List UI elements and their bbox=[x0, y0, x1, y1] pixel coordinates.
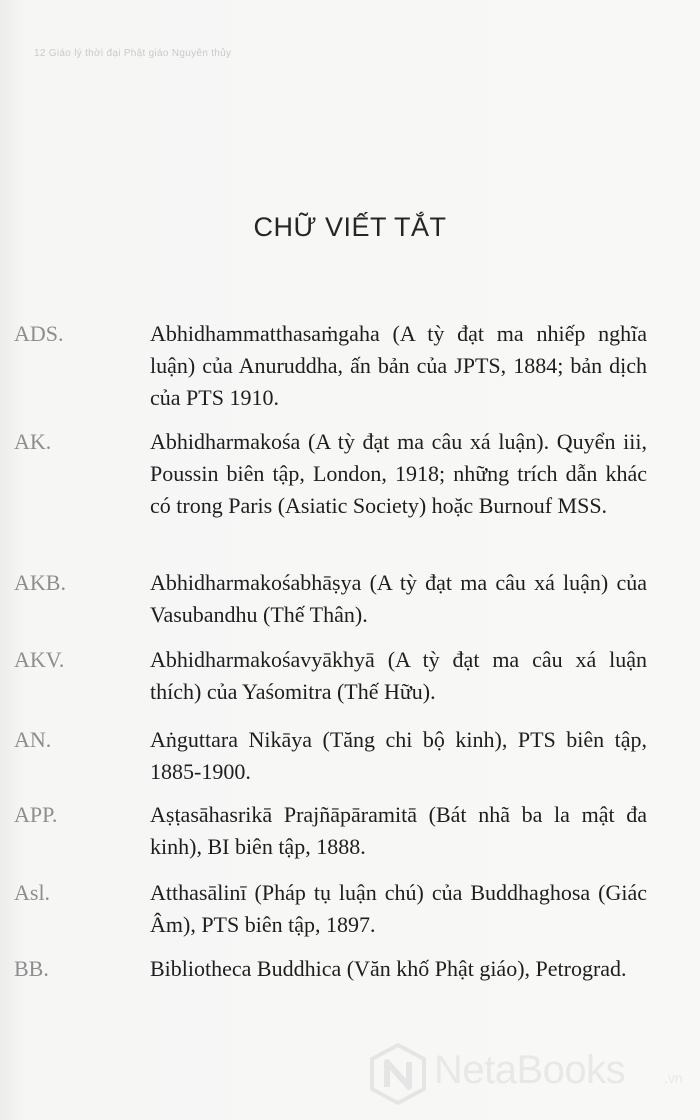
watermark bbox=[368, 1042, 694, 1108]
abbreviation-definition: Atthasālinī (Pháp tụ luận chú) của Buddhaghosa (Giác Âm), PTS biên tập, 1897. bbox=[150, 880, 647, 937]
abbreviation-term: AK. bbox=[14, 429, 52, 454]
netabooks-logo-icon bbox=[368, 1042, 428, 1106]
abbreviation-term: AKB. bbox=[14, 570, 66, 595]
abbreviation-term: AN. bbox=[14, 727, 52, 752]
abbreviation-definition: Bibliotheca Buddhica (Văn khố Phật giáo), Petrograd. bbox=[150, 956, 627, 981]
abbreviation-term: ADS. bbox=[14, 321, 64, 346]
watermark-suffix: .vn bbox=[664, 1070, 683, 1086]
abbreviation-definition: Abhidhammatthasaṁgaha (A tỳ đạt ma nhiếp nghĩa luận) của Anuruddha, ấn bản của JPTS, 1884; bản dịch của PTS 1910. bbox=[150, 321, 647, 410]
abbreviation-term: AKV. bbox=[14, 647, 65, 672]
abbreviation-definition: Abhidharmakośabhāṣya (A tỳ đạt ma câu xá luận) của Vasubandhu (Thế Thân). bbox=[150, 570, 647, 627]
abbreviation-term: Asl. bbox=[14, 880, 51, 905]
abbreviation-definition: Abhidharmakośavyākhyā (A tỳ đạt ma câu xá luận thích) của Yaśomitra (Thế Hữu). bbox=[150, 647, 647, 704]
abbreviation-definition: Aṅguttara Nikāya (Tăng chi bộ kinh), PTS biên tập, 1885-1900. bbox=[150, 727, 647, 784]
abbreviation-definition: Abhidharmakośa (A tỳ đạt ma câu xá luận). Quyển iii, Poussin biên tập, London, 1918; những trích dẫn khác có trong Paris (Asiatic Society) hoặc Burnouf MSS. bbox=[150, 429, 647, 518]
watermark-brand: NetaBooks bbox=[434, 1048, 626, 1092]
page-title: CHỮ VIẾT TẮT bbox=[253, 212, 447, 242]
abbreviation-definition: Aṣṭasāhasrikā Prajñāpāramitā (Bát nhã ba la mật đa kinh), BI biên tập, 1888. bbox=[150, 802, 647, 859]
abbreviation-term: APP. bbox=[14, 802, 58, 827]
abbreviation-term: BB. bbox=[14, 956, 49, 981]
running-header: 12 Giáo lý thời đại Phật giáo Nguyên thủy bbox=[34, 48, 232, 59]
